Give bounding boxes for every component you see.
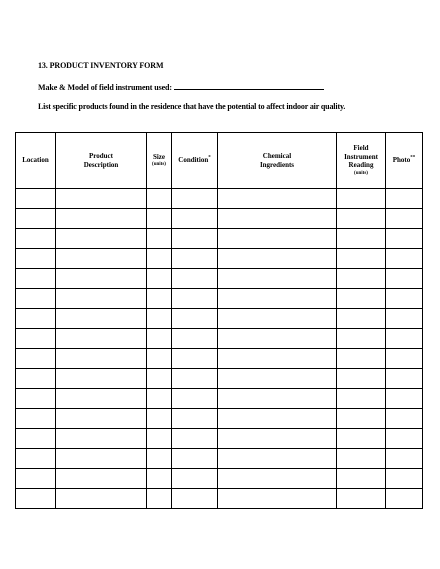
size-cell[interactable] — [147, 349, 172, 369]
table-row — [16, 329, 423, 349]
header-size-unit: (units) — [152, 162, 166, 168]
table-row — [16, 389, 423, 409]
product-description-cell[interactable] — [56, 349, 147, 369]
product-description-cell[interactable] — [56, 309, 147, 329]
form-title: 13. PRODUCT INVENTORY FORM — [38, 61, 164, 70]
header-photo — [386, 133, 423, 189]
product-description-cell[interactable] — [56, 489, 147, 509]
location-cell[interactable] — [16, 489, 56, 509]
inventory-body — [16, 189, 423, 509]
header-product-line1: Product — [89, 152, 113, 160]
photo-cell[interactable] — [386, 389, 423, 409]
photo-cell[interactable] — [386, 429, 423, 449]
location-cell[interactable] — [16, 429, 56, 449]
location-cell[interactable] — [16, 209, 56, 229]
chemical-ingredients-cell[interactable] — [218, 269, 337, 289]
chemical-ingredients-cell[interactable] — [218, 449, 337, 469]
header-chemical-line2: Ingredients — [259, 160, 295, 169]
field-reading-cell[interactable] — [337, 389, 386, 409]
header-location — [16, 133, 56, 189]
condition-cell[interactable] — [172, 249, 218, 269]
header-product-description — [56, 133, 147, 189]
field-reading-cell[interactable] — [337, 289, 386, 309]
condition-cell[interactable] — [172, 269, 218, 289]
location-cell[interactable] — [16, 329, 56, 349]
size-cell[interactable] — [147, 389, 172, 409]
product-description-cell[interactable] — [56, 389, 147, 409]
chemical-ingredients-cell[interactable] — [218, 409, 337, 429]
condition-cell[interactable] — [172, 209, 218, 229]
table-row — [16, 429, 423, 449]
field-reading-cell[interactable] — [337, 489, 386, 509]
photo-cell[interactable] — [386, 349, 423, 369]
field-reading-cell[interactable] — [337, 469, 386, 489]
field-reading-cell[interactable] — [337, 429, 386, 449]
chemical-ingredients-cell[interactable] — [218, 209, 337, 229]
field-reading-cell[interactable] — [337, 449, 386, 469]
size-cell[interactable] — [147, 409, 172, 429]
product-description-cell[interactable] — [56, 209, 147, 229]
location-cell[interactable] — [16, 189, 56, 209]
header-field-line2: Instrument — [344, 152, 378, 161]
header-field-line3: Reading — [348, 161, 374, 170]
size-cell[interactable] — [147, 469, 172, 489]
location-cell[interactable] — [16, 449, 56, 469]
condition-cell[interactable] — [172, 289, 218, 309]
table-row — [16, 349, 423, 369]
product-description-cell[interactable] — [56, 369, 147, 389]
size-cell[interactable] — [147, 489, 172, 509]
product-description-cell[interactable] — [56, 189, 147, 209]
location-cell[interactable] — [16, 469, 56, 489]
table-row — [16, 189, 423, 209]
photo-cell[interactable] — [386, 309, 423, 329]
product-inventory-table — [15, 132, 423, 509]
condition-cell[interactable] — [172, 369, 218, 389]
table-row — [16, 269, 423, 289]
header-chemical-line1: Chemical — [262, 152, 292, 160]
table-row — [16, 249, 423, 269]
field-reading-cell[interactable] — [337, 369, 386, 389]
condition-cell[interactable] — [172, 389, 218, 409]
table-row — [16, 369, 423, 389]
header-condition-mark: * — [208, 155, 211, 161]
field-reading-cell[interactable] — [337, 189, 386, 209]
product-description-cell[interactable] — [56, 409, 147, 429]
photo-cell[interactable] — [386, 489, 423, 509]
photo-cell[interactable] — [386, 229, 423, 249]
size-cell[interactable] — [147, 229, 172, 249]
header-field-unit: (units) — [354, 170, 368, 176]
location-cell[interactable] — [16, 229, 56, 249]
make-model-label: Make & Model of field instrument used: — [38, 83, 172, 92]
field-reading-cell[interactable] — [337, 329, 386, 349]
photo-cell[interactable] — [386, 189, 423, 209]
location-cell[interactable] — [16, 309, 56, 329]
product-description-cell[interactable] — [56, 229, 147, 249]
product-description-cell[interactable] — [56, 469, 147, 489]
photo-cell[interactable] — [386, 289, 423, 309]
photo-cell[interactable] — [386, 209, 423, 229]
chemical-ingredients-cell[interactable] — [218, 369, 337, 389]
chemical-ingredients-cell[interactable] — [218, 229, 337, 249]
photo-cell[interactable] — [386, 469, 423, 489]
condition-cell[interactable] — [172, 349, 218, 369]
chemical-ingredients-cell[interactable] — [218, 249, 337, 269]
condition-cell[interactable] — [172, 469, 218, 489]
header-size — [147, 133, 172, 189]
chemical-ingredients-cell[interactable] — [218, 389, 337, 409]
header-field-line1: Field — [353, 144, 369, 153]
location-cell[interactable] — [16, 409, 56, 429]
table-row — [16, 449, 423, 469]
table-row — [16, 209, 423, 229]
chemical-ingredients-cell[interactable] — [218, 189, 337, 209]
size-cell[interactable] — [147, 289, 172, 309]
product-description-cell[interactable] — [56, 249, 147, 269]
field-reading-cell[interactable] — [337, 269, 386, 289]
size-cell[interactable] — [147, 309, 172, 329]
field-reading-cell[interactable] — [337, 349, 386, 369]
condition-cell[interactable] — [172, 409, 218, 429]
header-size-label: Size — [152, 152, 166, 161]
product-description-cell[interactable] — [56, 289, 147, 309]
location-cell[interactable] — [16, 249, 56, 269]
size-cell[interactable] — [147, 269, 172, 289]
header-location-label: Location — [22, 156, 49, 165]
instruction-text: List specific products found in the residence that have the potential to affect indoor air quality. — [38, 102, 346, 111]
condition-cell[interactable] — [172, 449, 218, 469]
header-photo-mark: ** — [410, 155, 416, 161]
table-row — [16, 229, 423, 249]
size-cell[interactable] — [147, 249, 172, 269]
field-reading-cell[interactable] — [337, 209, 386, 229]
header-field-instrument-reading — [337, 133, 386, 189]
photo-cell[interactable] — [386, 409, 423, 429]
make-model-line — [38, 82, 324, 92]
photo-cell[interactable] — [386, 449, 423, 469]
field-reading-cell[interactable] — [337, 409, 386, 429]
field-reading-cell[interactable] — [337, 309, 386, 329]
product-description-cell[interactable] — [56, 269, 147, 289]
header-row — [16, 133, 423, 189]
photo-cell[interactable] — [386, 269, 423, 289]
size-cell[interactable] — [147, 369, 172, 389]
field-reading-cell[interactable] — [337, 229, 386, 249]
condition-cell[interactable] — [172, 429, 218, 449]
chemical-ingredients-cell[interactable] — [218, 489, 337, 509]
header-condition — [172, 133, 218, 189]
chemical-ingredients-cell[interactable] — [218, 349, 337, 369]
header-chemical-ingredients — [218, 133, 337, 189]
size-cell[interactable] — [147, 329, 172, 349]
make-model-blank[interactable] — [174, 82, 324, 90]
table-row — [16, 469, 423, 489]
table-row — [16, 409, 423, 429]
chemical-ingredients-cell[interactable] — [218, 329, 337, 349]
condition-cell[interactable] — [172, 329, 218, 349]
size-cell[interactable] — [147, 209, 172, 229]
photo-cell[interactable] — [386, 329, 423, 349]
table-row — [16, 489, 423, 509]
field-reading-cell[interactable] — [337, 249, 386, 269]
size-cell[interactable] — [147, 189, 172, 209]
header-photo-label: Photo — [392, 156, 411, 165]
table-row — [16, 309, 423, 329]
product-description-cell[interactable] — [56, 329, 147, 349]
header-product-line2: Description — [83, 160, 119, 169]
chemical-ingredients-cell[interactable] — [218, 429, 337, 449]
size-cell[interactable] — [147, 449, 172, 469]
location-cell[interactable] — [16, 289, 56, 309]
location-cell[interactable] — [16, 389, 56, 409]
chemical-ingredients-cell[interactable] — [218, 469, 337, 489]
chemical-ingredients-cell[interactable] — [218, 309, 337, 329]
product-description-cell[interactable] — [56, 429, 147, 449]
condition-cell[interactable] — [172, 189, 218, 209]
condition-cell[interactable] — [172, 309, 218, 329]
size-cell[interactable] — [147, 429, 172, 449]
photo-cell[interactable] — [386, 249, 423, 269]
table-row — [16, 289, 423, 309]
header-condition-label: Condition — [178, 156, 209, 165]
condition-cell[interactable] — [172, 489, 218, 509]
photo-cell[interactable] — [386, 369, 423, 389]
chemical-ingredients-cell[interactable] — [218, 289, 337, 309]
location-cell[interactable] — [16, 369, 56, 389]
product-description-cell[interactable] — [56, 449, 147, 469]
location-cell[interactable] — [16, 349, 56, 369]
condition-cell[interactable] — [172, 229, 218, 249]
location-cell[interactable] — [16, 269, 56, 289]
